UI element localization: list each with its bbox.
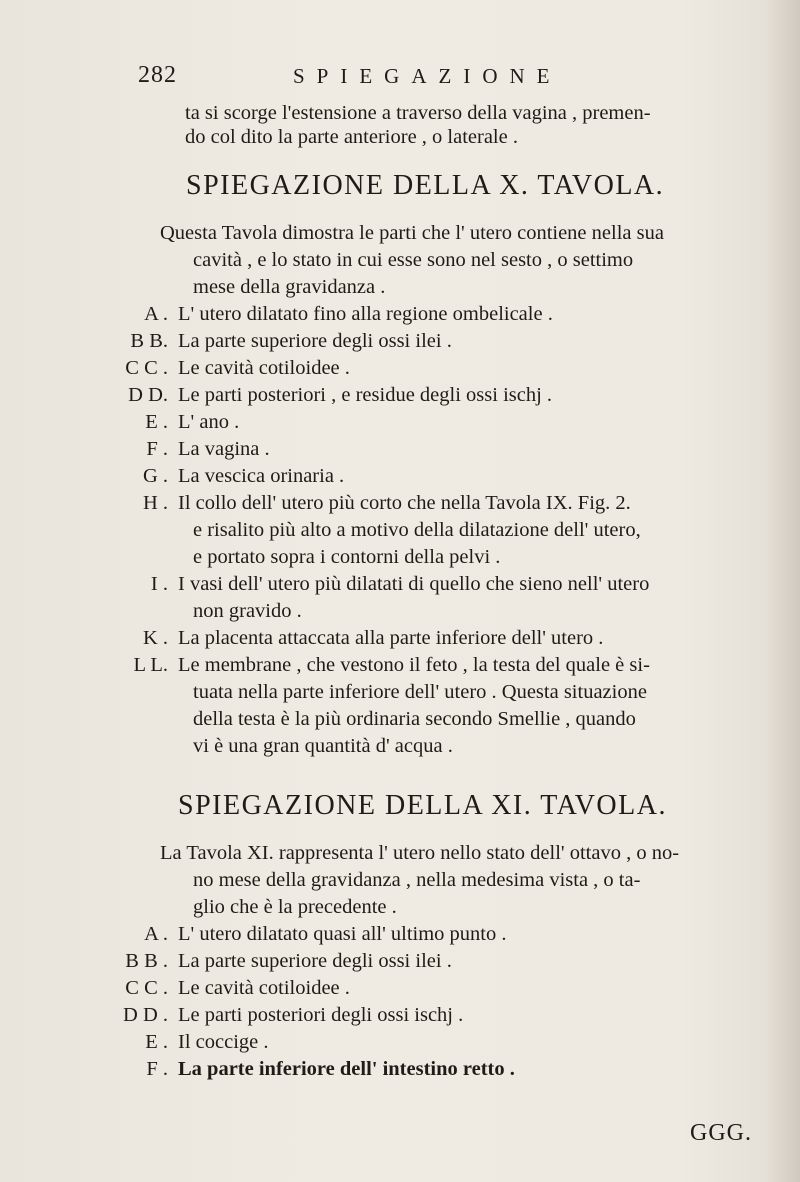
legend-text: L' ano . [178,411,240,433]
legend-label: G . [142,465,168,487]
legend-label: F . [146,438,168,460]
legend-text: La vescica orinaria . [178,465,345,487]
section-xi-intro-line: La Tavola XI. rappresenta l' utero nello stato dell' ottavo , o no- [160,842,680,864]
legend-text: vi è una gran quantità d' acqua . [193,735,453,757]
legend-text: tuata nella parte inferiore dell' utero . Questa situazione [193,681,647,703]
legend-text: La parte inferiore dell' intestino retto . [178,1058,515,1080]
legend-label: H . [142,492,168,514]
legend-label: C C . [125,977,168,999]
legend-label: I . [150,573,168,595]
section-xi-intro-line: glio che è la precedente . [193,896,397,918]
legend-text: La parte superiore degli ossi ilei . [178,950,452,972]
legend-text: La parte superiore degli ossi ilei . [178,330,452,352]
legend-label: A . [144,923,168,945]
legend-text: Le membrane , che vestono il feto , la testa del quale è si- [178,654,650,676]
legend-text: Il coccige . [178,1031,269,1053]
legend-label: D D . [123,1004,168,1026]
section-x-intro-line: mese della gravidanza . [193,276,386,298]
section-x-title: SPIEGAZIONE DELLA X. TAVOLA. [186,170,665,201]
legend-text: non gravido . [193,600,302,622]
legend-label: L L. [133,654,168,676]
legend-label: A . [144,303,168,325]
legend-text: della testa è la più ordinaria secondo Smellie , quando [193,708,636,730]
legend-label: E . [145,1031,168,1053]
legend-text: Le cavità cotiloidee . [178,357,350,379]
legend-label: B B. [130,330,168,352]
section-x-intro-line: Questa Tavola dimostra le parti che l' utero contiene nella sua [160,222,664,244]
running-head: SPIEGAZIONE [293,64,562,88]
legend-text: La vagina . [178,438,270,460]
legend-label: B B . [125,950,168,972]
legend-label: K . [142,627,168,649]
legend-text: Le parti posteriori degli ossi ischj . [178,1004,464,1026]
legend-label: E . [145,411,168,433]
legend-text: e portato sopra i contorni della pelvi . [193,546,501,568]
page-number: 282 [138,62,177,88]
legend-text: L' utero dilatato fino alla regione ombelicale . [178,303,553,325]
section-x-intro-line: cavità , e lo stato in cui esse sono nel sesto , o settimo [193,249,634,271]
legend-label: F . [146,1058,168,1080]
legend-text: Le cavità cotiloidee . [178,977,350,999]
page-edge-shadow [766,0,800,1182]
legend-text: Il collo dell' utero più corto che nella Tavola IX. Fig. 2. [178,492,631,514]
section-xi-title: SPIEGAZIONE DELLA XI. TAVOLA. [178,790,667,821]
legend-text: Le parti posteriori , e residue degli ossi ischj . [178,384,553,406]
legend-label: C C . [125,357,168,379]
legend-text: L' utero dilatato quasi all' ultimo punto . [178,923,507,945]
legend-text: La placenta attaccata alla parte inferiore dell' utero . [178,627,604,649]
legend-text: e risalito più alto a motivo della dilatazione dell' utero, [193,519,641,541]
intro-line: do col dito la parte anteriore , o laterale . [185,126,518,148]
intro-line: ta si scorge l'estensione a traverso della vagina , premen- [185,102,651,124]
legend-label: D D. [128,384,168,406]
section-xi-intro-line: no mese della gravidanza , nella medesima vista , o ta- [193,869,641,891]
legend-text: I vasi dell' utero più dilatati di quello che sieno nell' utero [178,573,650,595]
catchword: GGG. [690,1120,752,1146]
page-header [138,62,658,92]
